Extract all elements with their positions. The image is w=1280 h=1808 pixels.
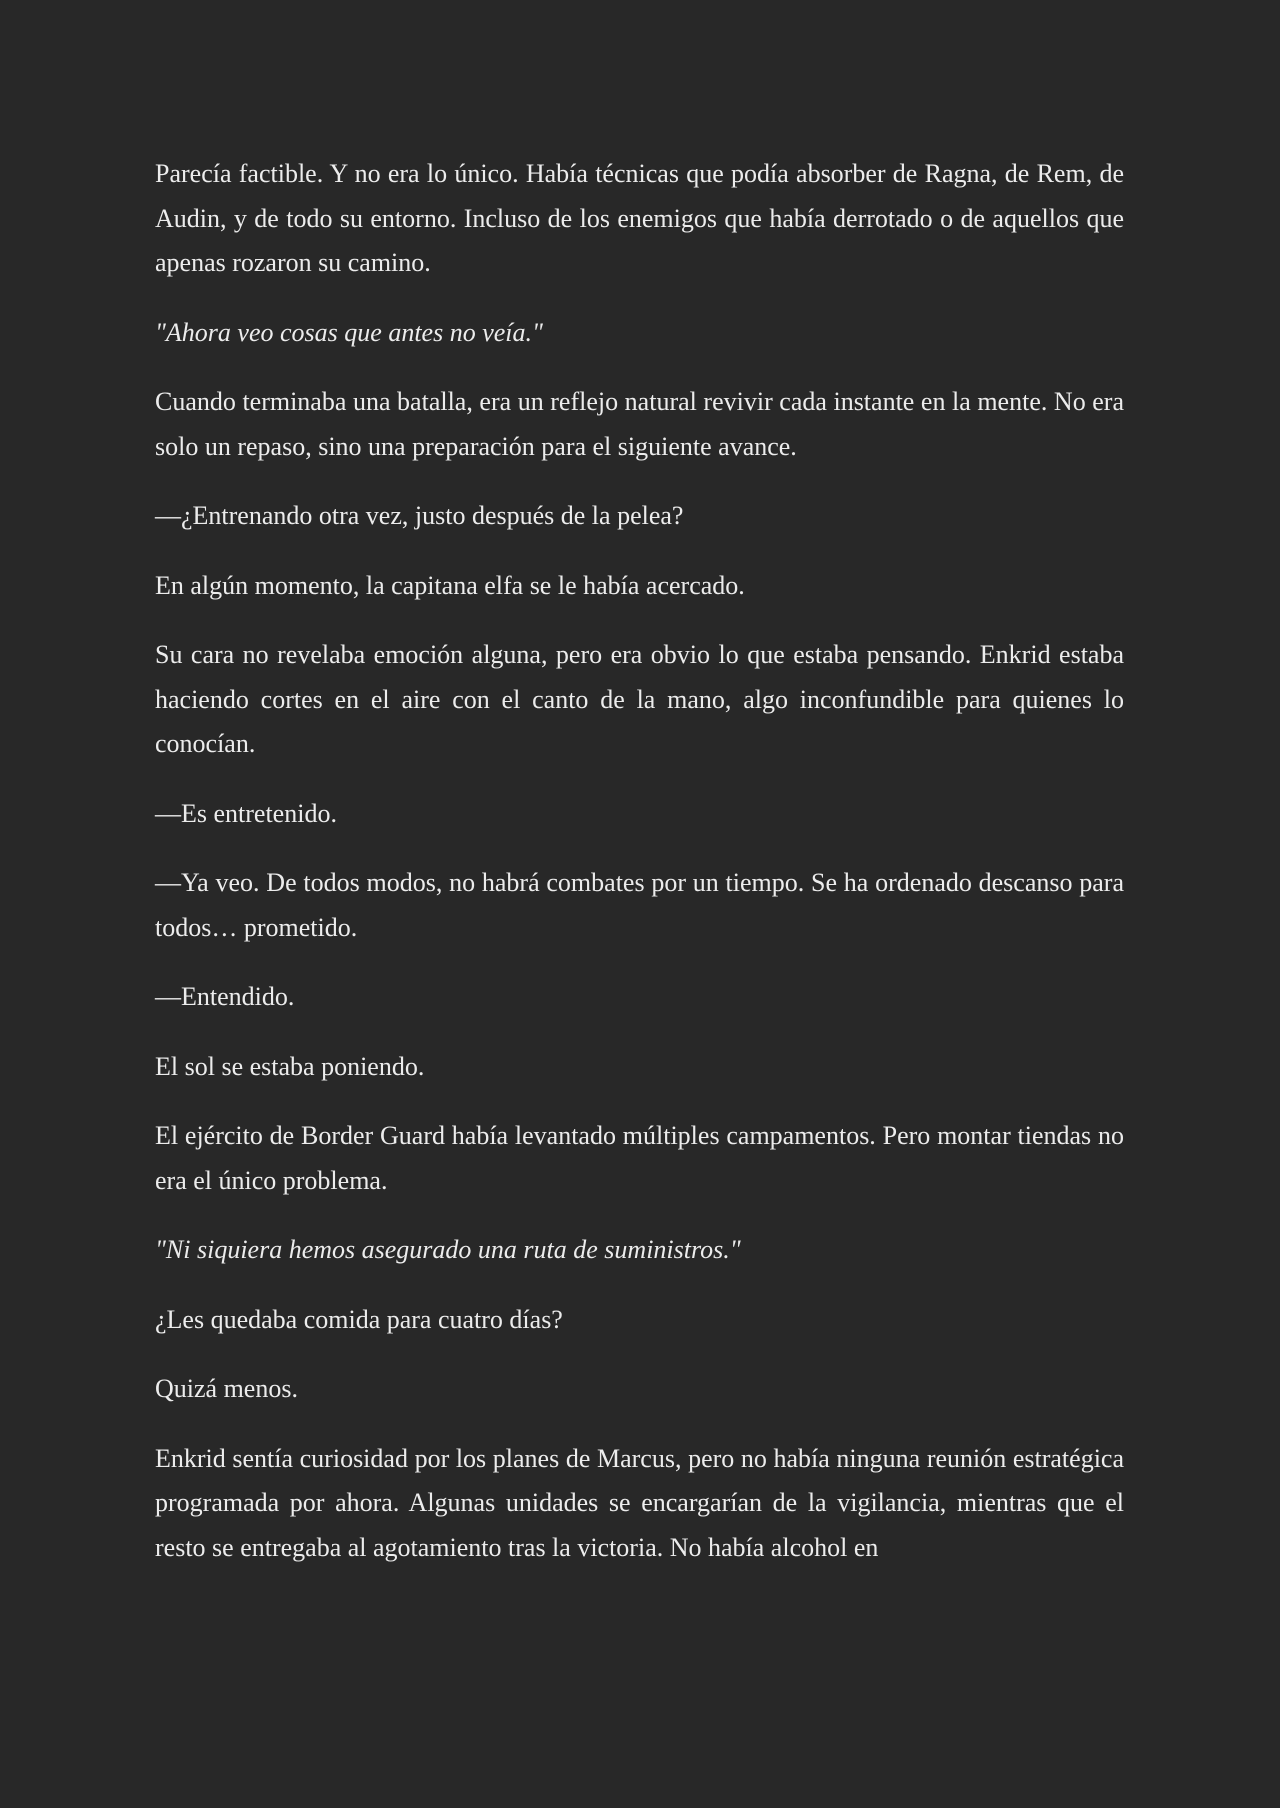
dialogue-line: —Entendido.	[155, 982, 295, 1011]
paragraph: El ejército de Border Guard había levantado múltiples campamentos. Pero montar tiendas no era el único problema.	[155, 1121, 1124, 1195]
paragraph: El sol se estaba poniendo.	[155, 1051, 425, 1081]
paragraph: Enkrid sentía curiosidad por los planes de Marcus, pero no había ninguna reunión estratégica programada por ahora. Algunas unidades se encargarían de la vigilancia, mientras que el resto se entregaba al agotamiento tras la victoria. No había alcohol en	[155, 1443, 1124, 1562]
inner-thought: "Ahora veo cosas que antes no veía."	[155, 317, 543, 347]
dialogue-line: —Es entretenido.	[155, 798, 337, 828]
paragraph: Parecía factible. Y no era lo único. Había técnicas que podía absorber de Ragna, de Rem, de Audin, y de todo su entorno. Incluso de los enemigos que había derrotado o de aquellos que apenas rozaron su camino.	[155, 159, 1124, 277]
inner-thought: "Ni siquiera hemos asegurado una ruta de suministros."	[155, 1235, 741, 1264]
paragraph: Su cara no revelaba emoción alguna, pero era obvio lo que estaba pensando. Enkrid estaba haciendo cortes en el aire con el canto de la mano, algo inconfundible para quienes lo conocían.	[155, 640, 1124, 758]
paragraph: Cuando terminaba una batalla, era un reflejo natural revivir cada instante en la mente. No era solo un repaso, sino una preparación para el siguiente avance.	[155, 387, 1124, 461]
paragraph: En algún momento, la capitana elfa se le había acercado.	[155, 570, 745, 600]
paragraph: Quizá menos.	[155, 1374, 298, 1403]
dialogue-line: —¿Entrenando otra vez, justo después de la pelea?	[155, 501, 684, 530]
dialogue-line: —Ya veo. De todos modos, no habrá combates por un tiempo. Se ha ordenado descanso para todos… prometido.	[155, 868, 1124, 942]
paragraph: ¿Les quedaba comida para cuatro días?	[155, 1304, 563, 1334]
reading-page	[155, 152, 1124, 1595]
